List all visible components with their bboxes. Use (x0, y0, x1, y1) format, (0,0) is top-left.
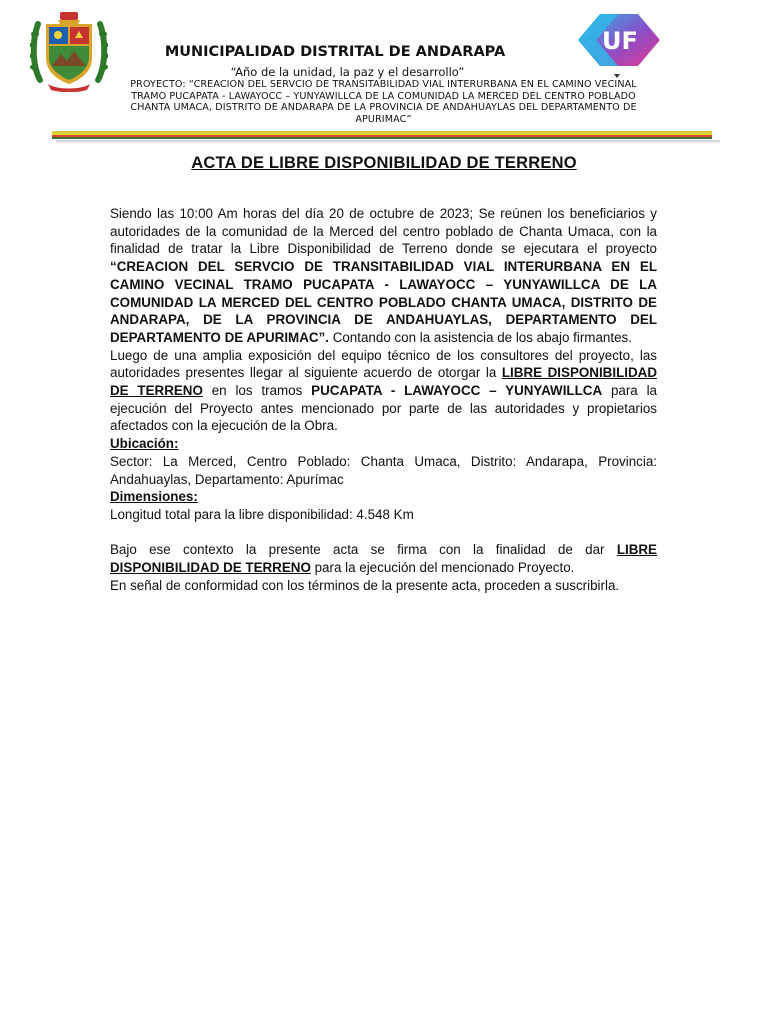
intro-text: Siendo las 10:00 Am horas del día 20 de octubre de 2023; Se reúnen los beneficiarios y autoridades de la comunidad de la Merced del centro poblado de Chanta Umaca, con la finalidad de tratar la Libre Disponibilidad de Terreno donde se ejecutara el proyecto (110, 206, 657, 257)
ubicacion-text: Sector: La Merced, Centro Poblado: Chanta Umaca, Distrito: Andarapa, Provincia: Andahuaylas, Departamento: Apurímac (110, 453, 657, 487)
document-header (0, 0, 768, 150)
attendance-text: Contando con la asistencia de los abajo firmantes. (328, 329, 632, 345)
year-motto: “Año de la unidad, la paz y el desarrollo” (230, 65, 465, 79)
uf-logo (576, 10, 662, 82)
document-body (110, 205, 657, 594)
agreement-text: Luego de una amplia exposición del equipo técnico de los consultores del proyecto, las autoridades presentes llegar al siguiente acuerdo de otorgar la (110, 347, 657, 381)
document-title: ACTA DE LIBRE DISPONIBILIDAD DE TERRENO (191, 154, 577, 172)
libre-disponibilidad-term-2: LIBRE DISPONIBILIDAD DE TERRENO (110, 542, 657, 576)
header-stripe-green (52, 137, 712, 139)
agreement-text-2: en los tramos (202, 383, 312, 399)
dimensiones-text: Longitud total para la libre disponibilidad: 4.548 Km (110, 506, 414, 522)
coat-of-arms-logo (30, 10, 108, 92)
closing-text: Bajo ese contexto la presente acta se firma con la finalidad de dar (110, 542, 617, 558)
project-header-line: PROYECTO: “CREACION DEL SERVCIO DE TRANSITABILIDAD VIAL INTERURBANA EN EL CAMINO VECINAL TRAMO PUCAPATA - LAWAYOCC – YUNYAWILLCA DE LA COMUNIDAD LA MERCED DEL CENTRO POBLADO CHANTA UMACA, DISTRITO DE ANDARAPA DE LA PROVINCIA DE ANDAHUAYLAS DEL DEPARTAMENTO DE APURIMAC” (130, 79, 637, 125)
agreement-text-3: para la ejecución del Proyecto antes mencionado por parte de las autoridades y propietarios afectados con la ejecución de la Obra. (110, 383, 657, 434)
project-name-bold: “CREACION DEL SERVCIO DE TRANSITABILIDAD VIAL INTERURBANA EN EL CAMINO VECINAL TRAMO PUCAPATA - LAWAYOCC – YUNYAWILLCA DE LA COMUNIDAD LA MERCED DEL CENTRO POBLADO CHANTA UMACA, DISTRITO DE ANDARAPA, DE LA PROVINCIA DE ANDAHUAYLAS, DEPARTAMENTO DEL DEPARTAMENTO DE APURIMAC”. (110, 259, 657, 345)
paragraph-intro (110, 205, 657, 347)
closing-text-2: para la ejecución del mencionado Proyecto. (310, 560, 575, 576)
paragraph-closing (110, 541, 657, 576)
municipality-name: MUNICIPALIDAD DISTRITAL DE ANDARAPA (164, 44, 506, 60)
libre-disponibilidad-term: LIBRE DISPONIBILIDAD DE TERRENO (110, 365, 657, 399)
spacer (110, 524, 657, 542)
dimensiones-label: Dimensiones: (110, 489, 198, 505)
ubicacion-label: Ubicación: (110, 436, 179, 452)
paragraph-agreement (110, 347, 657, 436)
header-stripe-shadow (56, 140, 720, 144)
tramos-bold: PUCAPATA - LAWAYOCC – YUNYAWILLCA (311, 383, 603, 399)
paragraph-conformity: En señal de conformidad con los términos de la presente acta, proceden a suscribirla. (110, 577, 620, 593)
uf-logo-text: UF (602, 27, 638, 55)
